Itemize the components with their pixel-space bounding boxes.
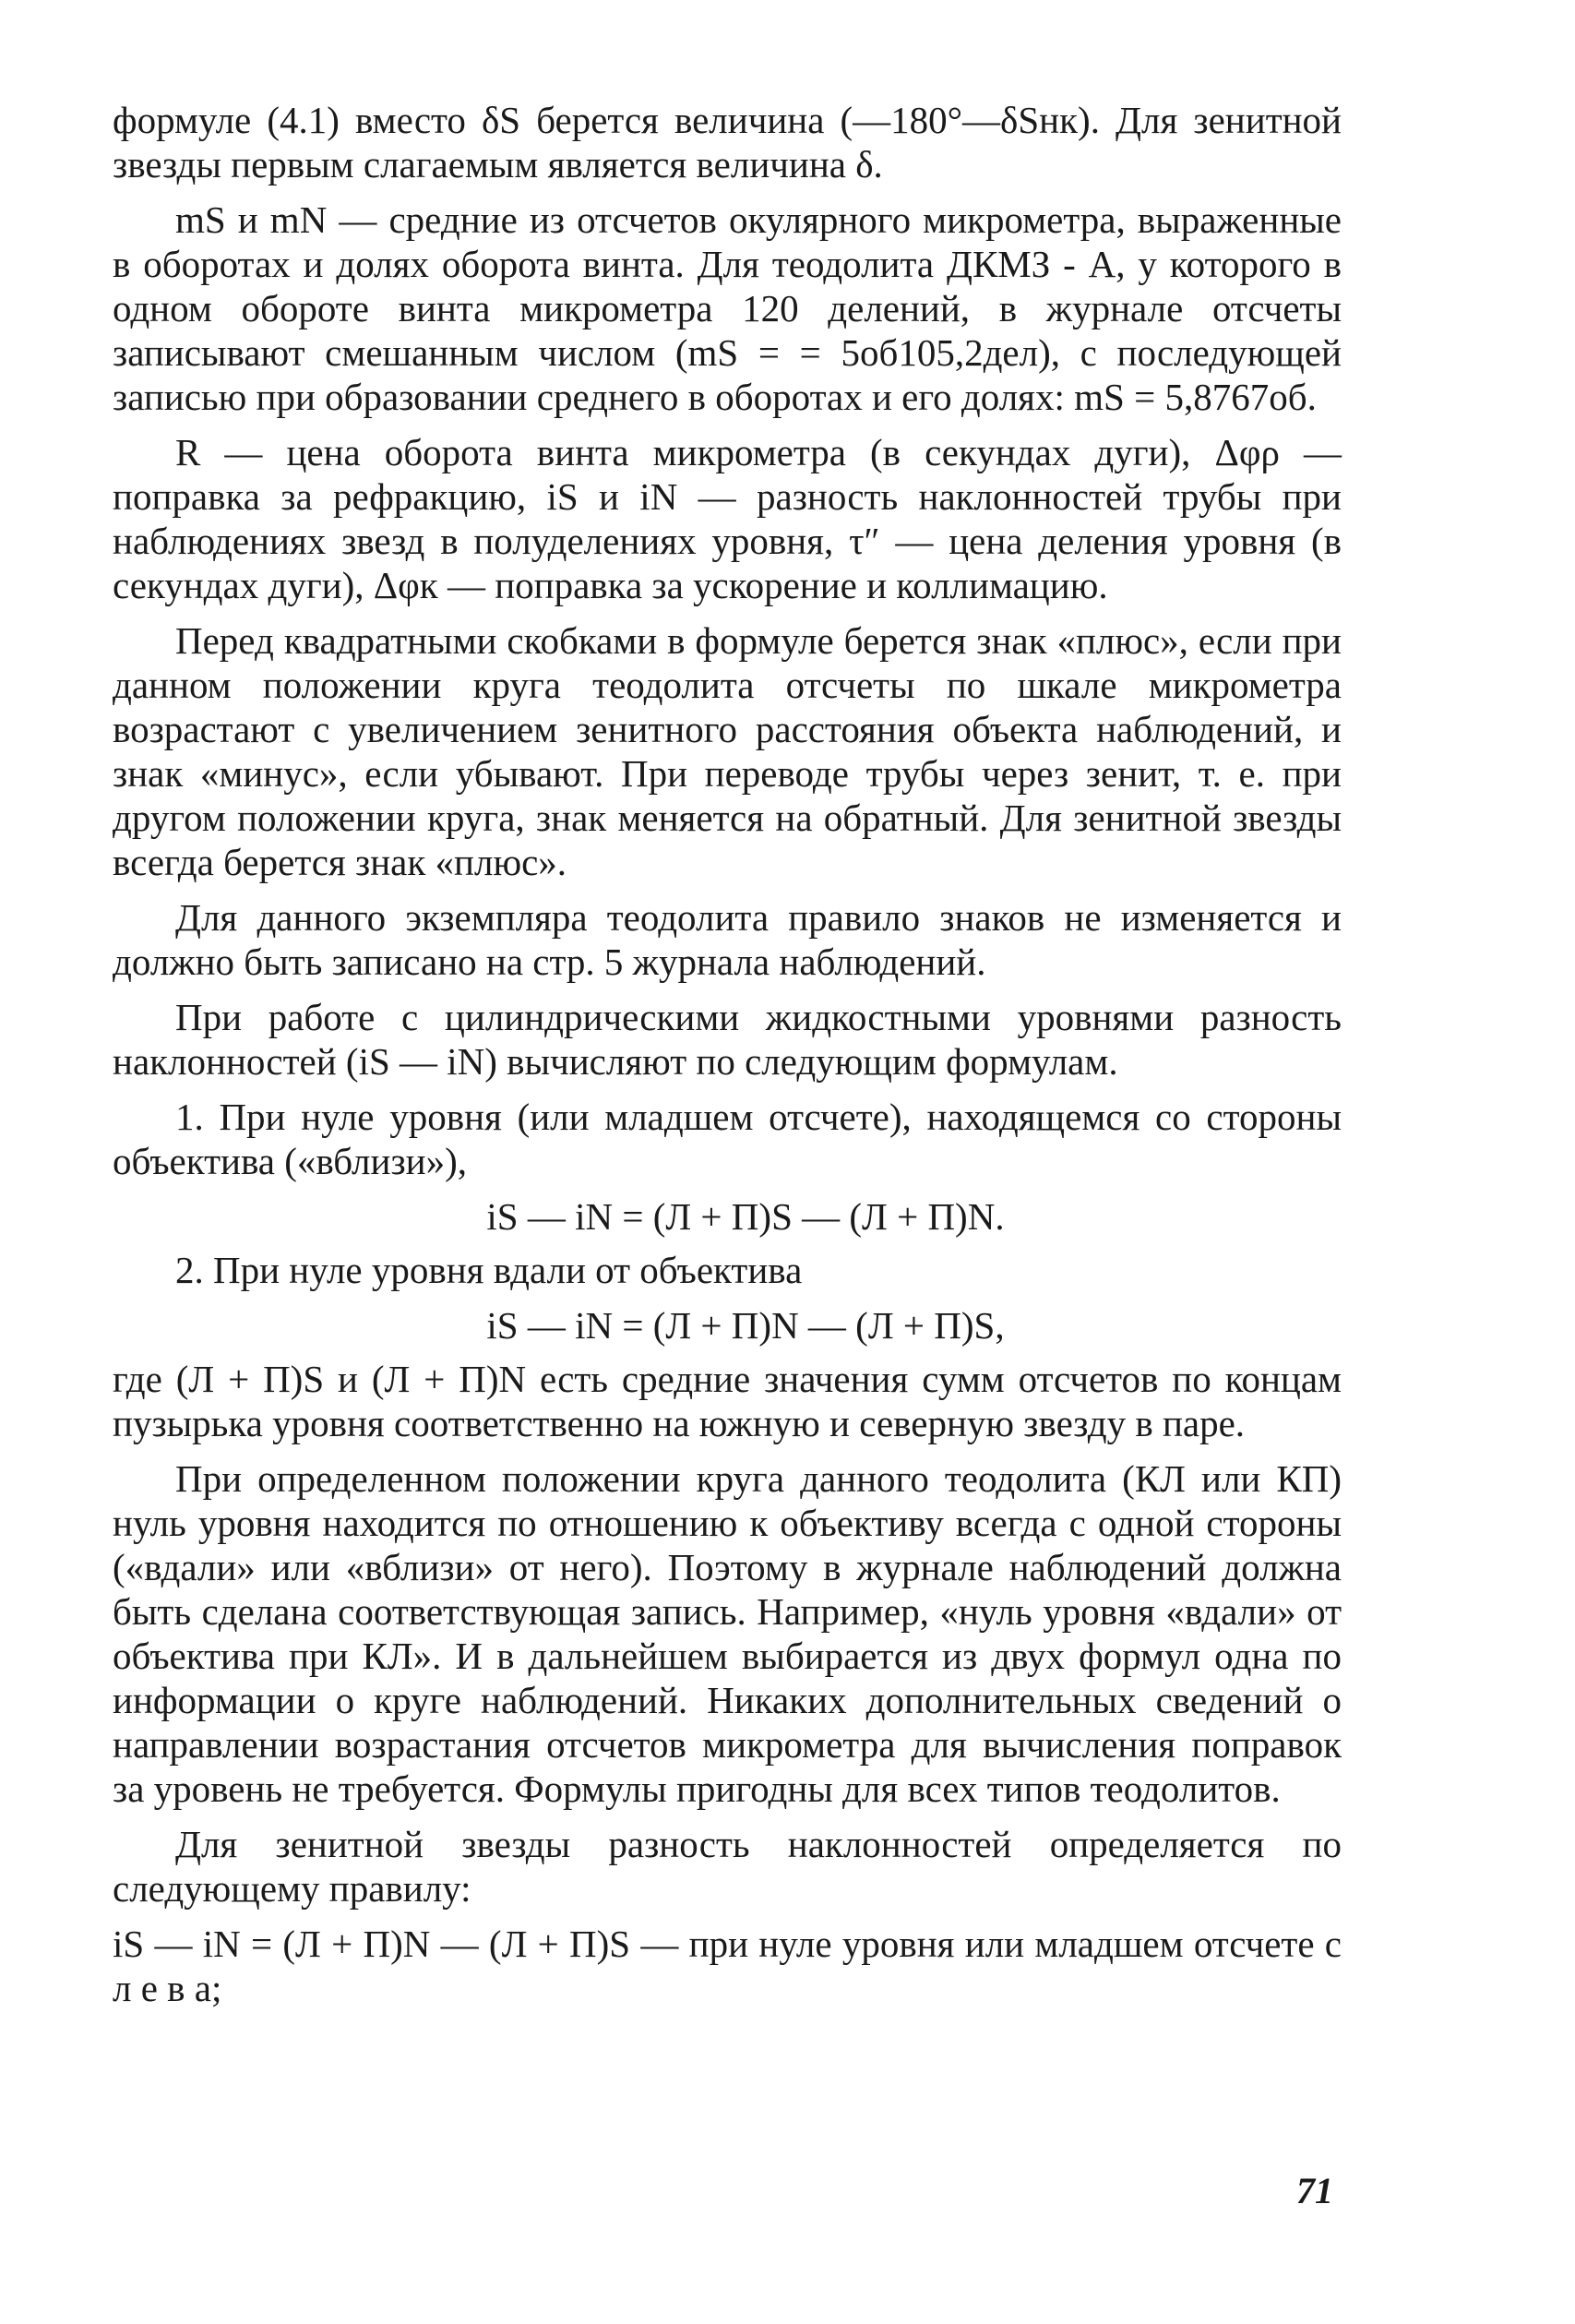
formula-2: iS — iN = (Л + П)N — (Л + П)S, [486, 1304, 1005, 1347]
page-number: 71 [1296, 2170, 1333, 2211]
paragraph-8: 2. При нуле уровня вдали от объектива [175, 1249, 803, 1291]
paragraph-1: формуле (4.1) вместо δS берется величина (—180°—δSнк). Для зенитной звезды первым слагаемым является величина δ. [113, 99, 1342, 186]
paragraph-5: Для данного экземпляра теодолита правило знаков не изменяется и должно быть записано на стр. 5 журнала наблюдений. [113, 896, 1342, 983]
paragraph-9: где (Л + П)S и (Л + П)N есть средние значения сумм отсчетов по концам пузырька уровня соответственно на южную и северную звезду в паре. [113, 1358, 1342, 1444]
formula-1: iS — iN = (Л + П)S — (Л + П)N. [486, 1195, 1005, 1238]
paragraph-10: При определенном положении круга данного теодолита (КЛ или КП) нуль уровня находится по отношению к объективу всегда с одной стороны («вдали» или «вблизи» от него). Поэтому в журнале наблюдений должна быть сделана соответствующая запись. Например, «нуль уровня «вдали» от объектива при КЛ». И в дальнейшем выбирается из двух формул одна по информации о круге наблюдений. Никаких дополнительных сведений о направлении возрастания отсчетов микрометра для вычисления поправок за уровень не требуется. Формулы пригодны для всех типов теодолитов. [113, 1457, 1342, 1810]
paragraph-6: При работе с цилиндрическими жидкостными уровнями разность наклонностей (iS — iN) вычисляют по следующим формулам. [113, 996, 1342, 1083]
paragraph-12: iS — iN = (Л + П)N — (Л + П)S — при нуле уровня или младшем отсчете с л е в а; [113, 1923, 1342, 2009]
paragraph-4: Перед квадратными скобками в формуле берется знак «плюс», если при данном положении круга теодолита отсчеты по шкале микрометра возрастают с увеличением зенитного расстояния объекта наблюдений, и знак «минус», если убывают. При переводе трубы через зенит, т. е. при другом положении круга, знак меняется на обратный. Для зенитной звезды всегда берется знак «плюс». [113, 619, 1342, 883]
paragraph-7: 1. При нуле уровня (или младшем отсчете), находящемся со стороны объектива («вблизи»), [113, 1096, 1342, 1182]
paragraph-2: mS и mN — средние из отсчетов окулярного микрометра, выраженные в оборотах и долях оборота винта. Для теодолита ДКМЗ - А, у которого в одном обороте винта микрометра 120 делений, в журнале отсчеты записывают смешанным числом (mS = = 5об105,2дел), с последующей записью при образовании среднего в оборотах и его долях: mS = 5,8767об. [113, 198, 1342, 418]
paragraph-3: R — цена оборота винта микрометра (в секундах дуги), Δφρ — поправка за рефракцию, iS и iN — разность наклонностей трубы при наблюдениях звезд в полуделениях уровня, τ″ — цена деления уровня (в секундах дуги), Δφк — поправка за ускорение и коллимацию. [113, 431, 1342, 606]
paragraph-11: Для зенитной звезды разность наклонностей определяется по следующему правилу: [113, 1823, 1342, 1910]
page-body [113, 98, 1342, 2021]
